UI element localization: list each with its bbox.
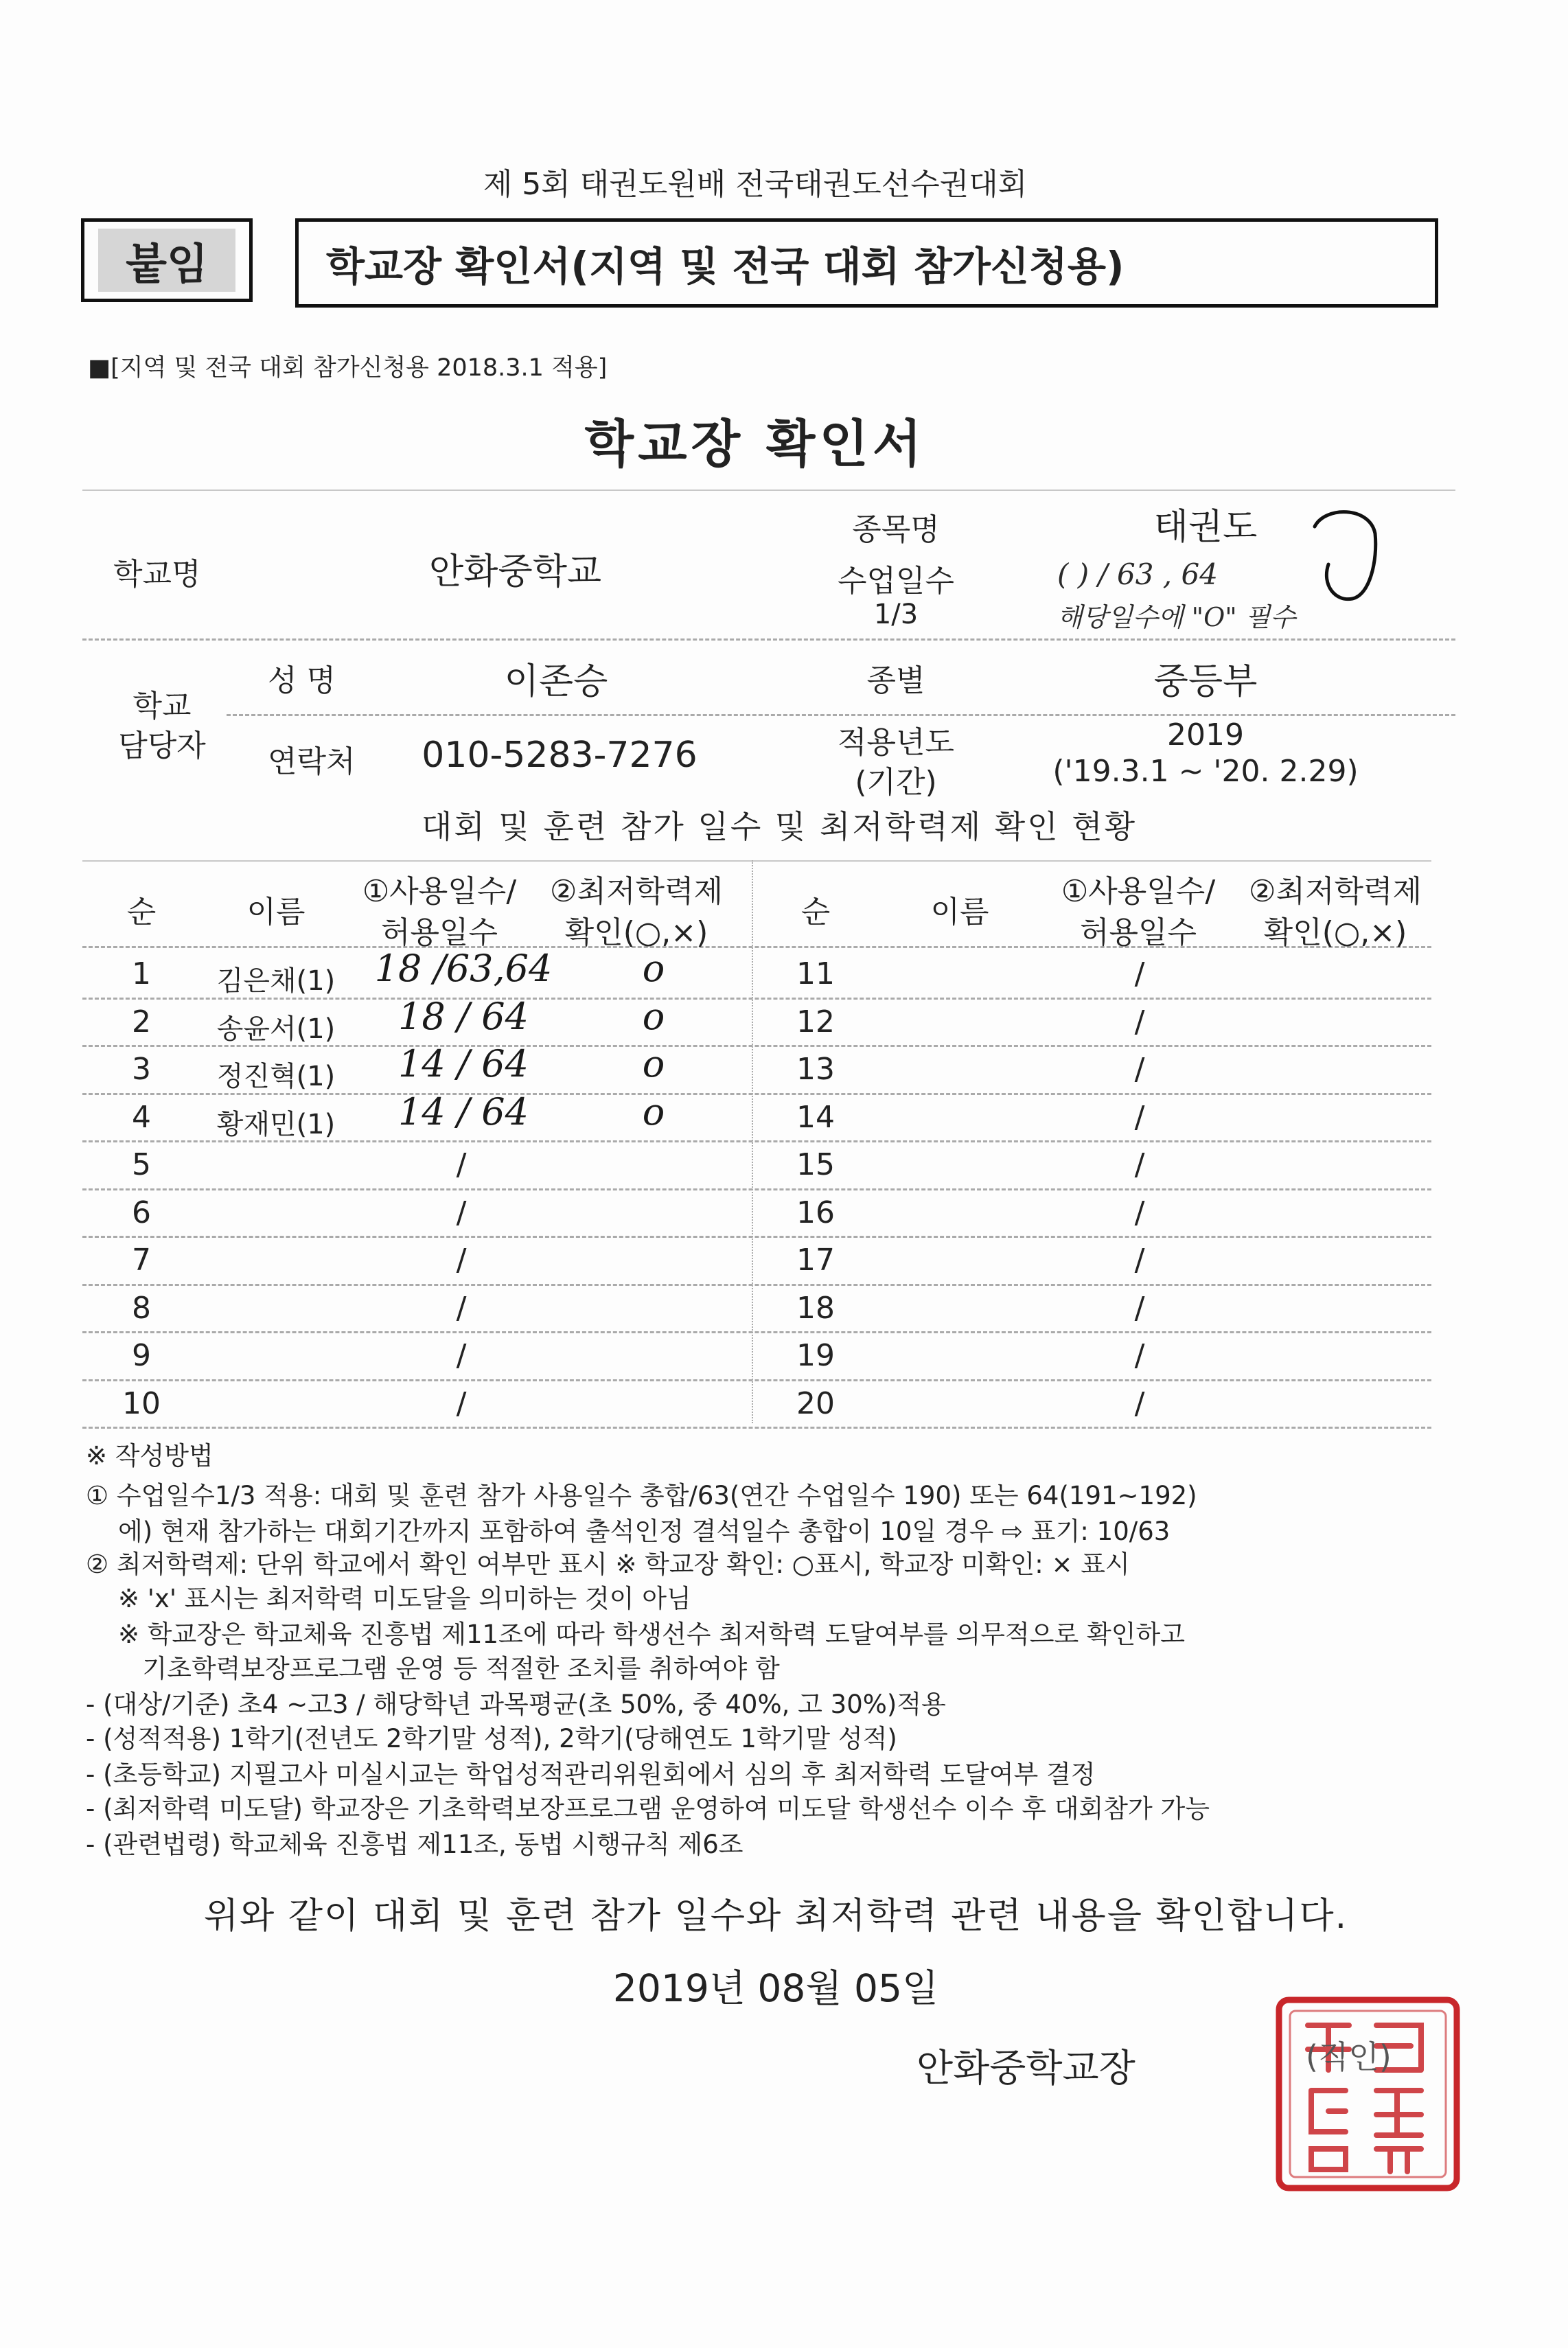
phone-label: 연락처 — [268, 744, 356, 779]
document-heading: 학교장 확인서(지역 및 전국 대회 참가신청용) — [295, 218, 1438, 308]
instructions-heading: ※ 작성방법 — [86, 1441, 214, 1471]
instruction-line: ② 최저학력제: 단위 학교에서 확인 여부만 표시 ※ 학교장 확인: ○표시, 학교장 미확인: × 표시 — [86, 1550, 1130, 1579]
instruction-line: ① 수업일수1/3 적용: 대회 및 훈련 참가 사용일수 총합/63(연간 수업일수 190) 또는 64(191~192) — [86, 1481, 1197, 1510]
col-no: 순 — [126, 895, 157, 930]
school-value: 안화중학교 — [429, 551, 602, 592]
year-value: 2019 — [1167, 717, 1244, 752]
col-days: ①사용일수/ — [362, 874, 517, 909]
student-name: 송윤서(1) — [216, 1013, 336, 1045]
student-name: 김은채(1) — [216, 965, 336, 997]
days-used-allowed: / — [456, 1243, 467, 1278]
row-number: 12 — [796, 1004, 835, 1039]
row-divider — [82, 1236, 1431, 1238]
divider — [82, 638, 1455, 641]
row-number: 18 — [796, 1290, 835, 1326]
row-number: 19 — [796, 1338, 835, 1373]
section-title: 대회 및 훈련 참가 일수 및 최저학력제 확인 현황 — [421, 808, 1138, 845]
row-divider — [82, 1284, 1431, 1286]
days-used-allowed: / — [456, 1338, 467, 1373]
row-number: 14 — [796, 1099, 835, 1135]
document-date: 2019년 08월 05일 — [612, 1966, 939, 2010]
days-used-allowed: / — [1134, 1338, 1145, 1373]
row-number: 15 — [796, 1147, 835, 1182]
period-value: ('19.3.1 ~ '20. 2.29) — [1052, 754, 1359, 789]
class-days-label: 수업일수 — [837, 564, 955, 599]
col-check-mark: 확인(○,×) — [564, 915, 708, 950]
row-number: 13 — [796, 1052, 835, 1087]
instruction-line: 에) 현재 참가하는 대회기간까지 포함하여 출석인정 결석일수 총합이 10일 경우 ⇨ 표기: 10/63 — [86, 1517, 1171, 1546]
col-no: 순 — [800, 895, 831, 930]
contact-group-label-1: 학교 — [132, 689, 192, 724]
row-divider — [82, 998, 1431, 1000]
principal-title: 안화중학교장 — [916, 2046, 1135, 2090]
handwritten-circle-mark — [1294, 503, 1380, 606]
days-used-allowed: / — [1134, 1385, 1145, 1421]
division-value: 중등부 — [1153, 661, 1258, 702]
row-number: 10 — [122, 1385, 161, 1421]
row-divider — [82, 1045, 1431, 1047]
col-check: ②최저학력제 — [1249, 874, 1422, 909]
class-days-ratio: 1/3 — [873, 599, 919, 630]
instruction-line: ※ 학교장은 학교체육 진흥법 제11조에 따라 학생선수 최저학력 도달여부를 의무적으로 확인하고 — [86, 1620, 1185, 1649]
days-used-allowed: / — [1134, 1099, 1145, 1135]
col-name: 이름 — [930, 895, 989, 930]
row-number: 3 — [132, 1052, 151, 1087]
row-divider — [82, 1140, 1431, 1142]
row-divider — [82, 1093, 1431, 1095]
minimum-grade-check: o — [642, 1090, 665, 1133]
instruction-line: - (관련법령) 학교체육 진흥법 제11조, 동법 시행규칙 제6조 — [86, 1830, 743, 1859]
row-number: 4 — [132, 1099, 151, 1135]
attachment-tag-label: 붙임 — [98, 229, 235, 292]
row-divider — [82, 1188, 1431, 1190]
minimum-grade-check: o — [642, 947, 665, 990]
col-days-allowed: 허용일수 — [1079, 915, 1197, 950]
days-used-allowed: / — [456, 1385, 467, 1421]
phone-value: 010-5283-7276 — [422, 735, 697, 776]
days-used-allowed: / — [1134, 956, 1145, 991]
days-used-allowed: 14 / 64 — [398, 1042, 529, 1085]
row-number: 9 — [132, 1338, 151, 1373]
row-divider — [82, 1427, 1431, 1429]
days-used-allowed: / — [1134, 1052, 1145, 1087]
instruction-line: - (대상/기준) 초4 ~고3 / 해당학년 과목평균(초 50%, 중 40%, 고 30%)적용 — [86, 1690, 946, 1719]
days-used-allowed: 18 / 64 — [398, 994, 529, 1038]
applicability-note: ■[지역 및 전국 대회 참가신청용 2018.3.1 적용] — [88, 354, 608, 382]
divider — [227, 714, 1455, 716]
minimum-grade-check: o — [642, 1042, 665, 1085]
name-value: 이존승 — [504, 661, 608, 702]
confirmation-statement: 위와 같이 대회 및 훈련 참가 일수와 최저학력 관련 내용을 확인합니다. — [203, 1896, 1348, 1937]
row-number: 16 — [796, 1195, 835, 1230]
instruction-line: 기초학력보장프로그램 운영 등 적절한 조치를 취하여야 함 — [86, 1654, 780, 1683]
minimum-grade-check: o — [642, 994, 665, 1038]
student-name: 정진혁(1) — [216, 1061, 336, 1092]
row-divider — [82, 1331, 1431, 1333]
days-used-allowed: 14 / 64 — [398, 1090, 529, 1133]
row-number: 5 — [132, 1147, 151, 1182]
official-seal — [1273, 1994, 1462, 2194]
days-used-allowed: / — [1134, 1290, 1145, 1326]
table-header-rule — [82, 946, 1431, 948]
class-days-note: 해당일수에 "O" 필수 — [1057, 602, 1296, 632]
row-divider — [82, 1379, 1431, 1381]
year-label-period: (기간) — [855, 765, 937, 800]
row-number: 17 — [796, 1243, 835, 1278]
instruction-line: - (성적적용) 1학기(전년도 2학기말 성적), 2학기(당해연도 1학기말 성적) — [86, 1724, 897, 1753]
attachment-tag — [81, 218, 253, 302]
student-name: 황재민(1) — [216, 1108, 336, 1140]
page-title: 학교장 확인서 — [584, 415, 926, 474]
divider — [82, 490, 1455, 491]
year-label: 적용년도 — [837, 725, 955, 760]
days-used-allowed: / — [456, 1290, 467, 1326]
col-check: ②최저학력제 — [550, 874, 723, 909]
instruction-line: ※ 'x' 표시는 최저학력 미도달을 의미하는 것이 아님 — [86, 1584, 691, 1613]
contact-group-label-2: 담당자 — [118, 728, 206, 763]
col-days-allowed: 허용일수 — [380, 915, 498, 950]
row-number: 7 — [132, 1243, 151, 1278]
days-used-allowed: / — [456, 1147, 467, 1182]
division-label: 종별 — [866, 663, 925, 698]
days-used-allowed: 18 /63,64 — [374, 947, 553, 990]
days-used-allowed: / — [1134, 1243, 1145, 1278]
event-title: 제 5회 태권도원배 전국태권도선수권대회 — [483, 167, 1028, 202]
table-top-rule — [82, 860, 1431, 862]
col-name: 이름 — [246, 895, 305, 930]
school-label: 학교명 — [113, 557, 201, 592]
col-check-mark: 확인(○,×) — [1263, 915, 1407, 950]
row-number: 11 — [796, 956, 835, 991]
row-number: 6 — [132, 1195, 151, 1230]
days-used-allowed: / — [456, 1195, 467, 1230]
instruction-line: - (최저학력 미도달) 학교장은 기초학력보장프로그램 운영하여 미도달 학생선수 이수 후 대회참가 가능 — [86, 1794, 1210, 1823]
sport-label: 종목명 — [852, 512, 940, 547]
days-used-allowed: / — [1134, 1195, 1145, 1230]
row-number: 8 — [132, 1290, 151, 1326]
days-used-allowed: / — [1134, 1004, 1145, 1039]
col-days: ①사용일수/ — [1061, 874, 1216, 909]
row-number: 1 — [132, 956, 151, 991]
sport-value: 태권도 — [1153, 507, 1258, 548]
row-number: 20 — [796, 1385, 835, 1421]
name-label: 성 명 — [268, 663, 336, 698]
seal-note: (직인) — [1306, 2038, 1392, 2075]
instruction-line: - (초등학교) 지필고사 미실시교는 학업성적관리위원회에서 심의 후 최저학력 도달여부 결정 — [86, 1760, 1096, 1789]
row-number: 2 — [132, 1004, 151, 1039]
days-used-allowed: / — [1134, 1147, 1145, 1182]
class-days-value: ( ) / 63 , 64 — [1057, 557, 1218, 591]
